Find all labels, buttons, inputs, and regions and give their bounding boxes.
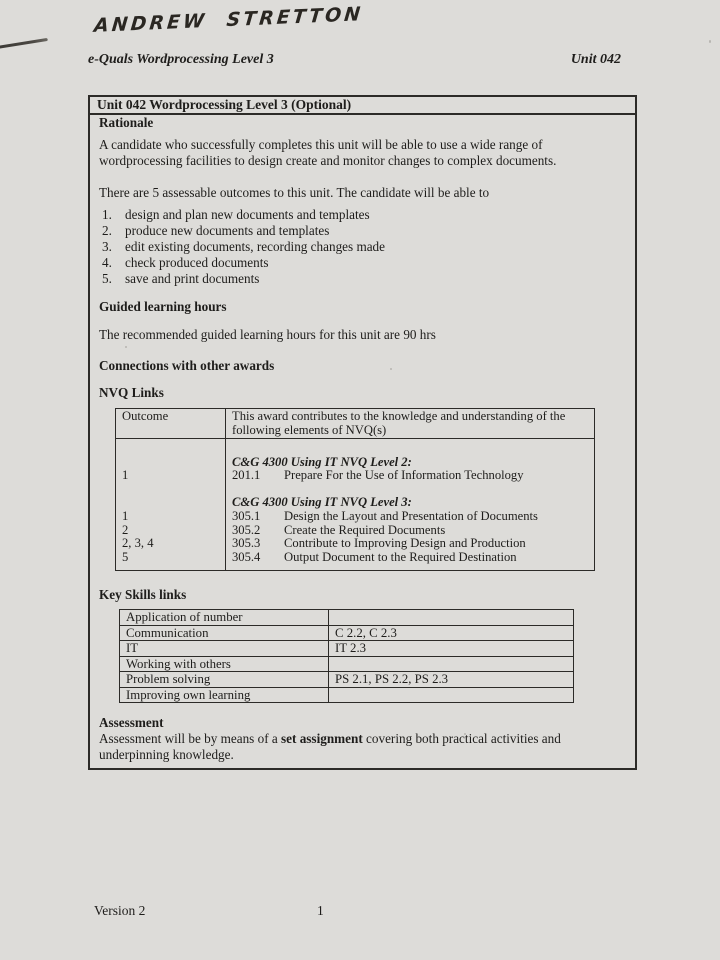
key-skill-refs: C 2.2, C 2.3 xyxy=(335,625,397,640)
nvq-group-heading: C&G 4300 Using IT NVQ Level 2: xyxy=(232,454,412,469)
key-skill-refs xyxy=(329,688,573,703)
key-skill-name: Communication xyxy=(120,626,329,641)
nvq-outcome-line: 2 xyxy=(122,522,129,537)
page-header xyxy=(88,52,621,68)
unit-box-title: Unit 042 Wordprocessing Level 3 (Optional) xyxy=(90,97,635,115)
nvq-element-row xyxy=(232,551,588,565)
key-skills-table xyxy=(119,609,574,703)
key-skill-refs: PS 2.1, PS 2.2, PS 2.3 xyxy=(335,672,449,687)
assessment-text xyxy=(99,731,626,763)
nvq-outcome-line xyxy=(122,456,219,470)
outcome-number: 4. xyxy=(102,255,112,270)
key-skills-row xyxy=(120,626,573,642)
footer-version: Version 2 xyxy=(94,903,146,918)
outcome-text: produce new documents and templates xyxy=(125,223,330,238)
key-skill-name: Working with others xyxy=(120,657,329,672)
nvq-outcome-line xyxy=(122,442,219,456)
key-skill-name: Improving own learning xyxy=(120,688,329,703)
nvq-element-title: Contribute to Improving Design and Production xyxy=(284,536,526,551)
nvq-element-code: 201.1 xyxy=(232,468,261,483)
nvq-outcome-line xyxy=(122,483,219,497)
outcome-item xyxy=(99,207,626,223)
assessment-heading: Assessment xyxy=(99,715,164,731)
nvq-outcome-line: 2, 3, 4 xyxy=(122,536,154,551)
outcome-number: 2. xyxy=(102,223,112,238)
scan-speck xyxy=(709,40,711,43)
handwritten-name: ANDREW STRETTON xyxy=(93,3,365,37)
guided-hours-heading: Guided learning hours xyxy=(99,299,227,314)
outcome-item xyxy=(99,239,626,255)
key-skills-row xyxy=(120,610,573,626)
unit-box xyxy=(88,95,637,770)
outcome-text: save and print documents xyxy=(125,271,260,286)
key-skill-name: Problem solving xyxy=(120,672,329,687)
outcome-number: 1. xyxy=(102,207,112,222)
key-skills-row xyxy=(120,688,573,703)
nvq-table-header xyxy=(116,409,594,439)
nvq-element-row xyxy=(232,524,588,538)
connections-heading: Connections with other awards xyxy=(99,358,275,373)
nvq-outcome-header: Outcome xyxy=(116,409,226,438)
nvq-links-heading: NVQ Links xyxy=(99,385,164,400)
key-skill-refs xyxy=(329,610,573,625)
nvq-element-row xyxy=(232,537,588,551)
key-skill-name: IT xyxy=(120,641,329,656)
nvq-outcome-line: 1 xyxy=(122,508,129,523)
assessment-text-part: covering both practical activities and underpinning knowledge. xyxy=(99,731,561,763)
outcome-item xyxy=(99,223,626,239)
nvq-element-row xyxy=(232,510,588,524)
outcome-number: 5. xyxy=(102,271,112,286)
rationale-heading: Rationale xyxy=(99,115,154,130)
nvq-element-title: Create the Required Documents xyxy=(284,522,446,537)
nvq-element-code: 305.3 xyxy=(232,536,261,551)
outcome-text: check produced documents xyxy=(125,255,269,270)
outcome-text: edit existing documents, recording changes made xyxy=(125,239,386,254)
nvq-group-heading: C&G 4300 Using IT NVQ Level 3: xyxy=(232,495,412,510)
key-skills-row xyxy=(120,641,573,657)
outcomes-list xyxy=(99,207,626,287)
nvq-outcome-line xyxy=(122,496,219,510)
outcome-text: design and plan new documents and templates xyxy=(125,207,370,222)
nvq-outcome-line: 5 xyxy=(122,549,129,564)
nvq-table-body xyxy=(116,439,594,570)
header-course-title: e-Quals Wordprocessing Level 3 xyxy=(88,52,274,67)
rationale-paragraph: A candidate who successfully completes this unit will be able to use a wide range of wordprocessing facilities to design create and monitor changes to complex documents. xyxy=(99,137,557,168)
assessment-bold-phrase: set assignment xyxy=(281,731,363,747)
key-skill-refs xyxy=(329,657,573,672)
key-skill-refs: IT 2.3 xyxy=(335,641,367,656)
outcome-item xyxy=(99,271,626,287)
nvq-element-row xyxy=(232,469,588,483)
outcome-number: 3. xyxy=(102,239,112,254)
nvq-element-code: 305.2 xyxy=(232,522,261,537)
nvq-outcome-column xyxy=(116,439,226,570)
nvq-contribution-header: This award contributes to the knowledge and understanding of the following elements of NVQ(s) xyxy=(232,409,566,437)
guided-hours-text: The recommended guided learning hours for this unit are 90 hrs xyxy=(99,327,436,342)
key-skills-row xyxy=(120,672,573,688)
nvq-outcome-line: 1 xyxy=(122,468,129,483)
key-skill-name: Application of number xyxy=(120,610,329,625)
unit-box-body xyxy=(90,115,635,768)
nvq-element-title: Prepare For the Use of Information Technology xyxy=(284,468,524,483)
nvq-table xyxy=(115,408,595,571)
nvq-blank-line xyxy=(232,442,588,456)
key-skills-heading: Key Skills links xyxy=(99,587,187,603)
nvq-element-code: 305.4 xyxy=(232,549,261,564)
header-unit-number: Unit 042 xyxy=(570,52,621,67)
assessment-text-part: Assessment will be by means of a xyxy=(99,731,282,747)
footer-page-number: 1 xyxy=(317,903,324,918)
nvq-element-title: Output Document to the Required Destination xyxy=(284,549,517,564)
nvq-element-code: 305.1 xyxy=(232,508,261,523)
pen-mark xyxy=(0,38,48,49)
nvq-detail-column xyxy=(226,439,594,570)
nvq-element-title: Design the Layout and Presentation of Documents xyxy=(284,508,538,523)
outcome-item xyxy=(99,255,626,271)
nvq-blank-line xyxy=(232,483,588,497)
outcomes-intro: There are 5 assessable outcomes to this unit. The candidate will be able to xyxy=(99,185,490,200)
key-skills-row xyxy=(120,657,573,673)
